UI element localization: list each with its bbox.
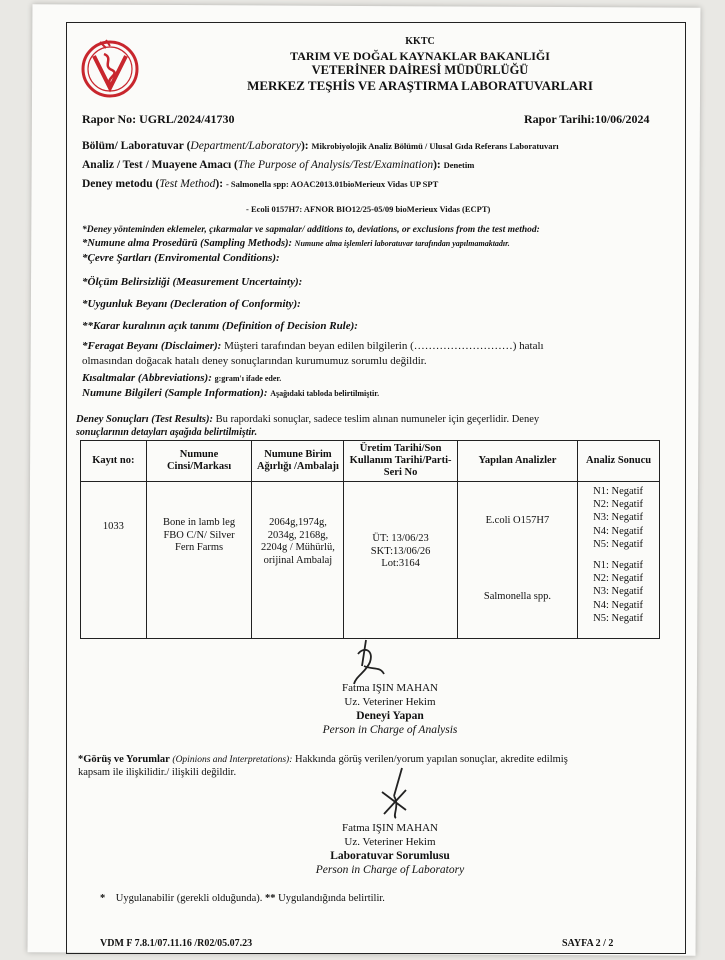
header-cins: Numune Cinsi/Markası <box>146 441 252 482</box>
veterinary-logo-icon <box>80 36 140 98</box>
cell-analizler <box>457 482 577 639</box>
table-row <box>81 482 660 639</box>
opinions-label: *Görüş ve Yorumlar <box>78 754 170 765</box>
cell-kayit <box>81 482 147 639</box>
header-analizler: Yapılan Analizler <box>457 441 577 482</box>
result-ecoli-n3: N3: Negatif <box>593 512 644 524</box>
result-salmonella-n2: N2: Negatif <box>593 573 644 585</box>
opinions-label-en: (Opinions and Interpretations): <box>172 755 293 765</box>
sample-info-label: Numune Bilgileri (Sample Information): <box>82 387 268 399</box>
analysis-salmonella: Salmonella spp. <box>483 591 551 602</box>
results-field <box>76 414 539 425</box>
kayit-value: 1033 <box>102 521 124 532</box>
method-field <box>82 178 438 190</box>
signature-scribble-1 <box>344 636 394 688</box>
result-salmonella-n4: N4: Negatif <box>593 599 644 611</box>
method-close: ): <box>215 178 224 190</box>
sample-info-field <box>82 387 379 399</box>
report-date-label: Rapor Tarihi: <box>524 112 595 126</box>
lot-number: Lot:3164 <box>381 558 420 569</box>
signature1-title: Uz. Veteriner Hekim <box>344 696 436 708</box>
cins-value: Bone in lamb leg FBO C/N/ Silver Fern Farms <box>163 517 236 553</box>
result-salmonella-n1: N1: Negatif <box>593 560 644 572</box>
disclaimer-text-2: olmasından doğacak hatalı deney sonuçlarından kurumumuz sorumlu değildir. <box>82 355 427 367</box>
expiry-date: SKT:13/06/26 <box>370 545 431 557</box>
signature1-role: Deneyi Yapan <box>356 710 424 722</box>
sampling-field <box>82 238 510 249</box>
lab-value: Mikrobiyolojik Analiz Bölümü / Ulusal Gıda Referans Laboratuvarı <box>311 141 559 151</box>
lab-label: Bölüm/ Laboratuvar ( <box>82 140 191 152</box>
header-uretim: Üretim Tarihi/Son Kullanım Tarihi/Parti-Seri No <box>344 441 457 482</box>
method-value-salmonella: - Salmonella spp: AOAC2013.01bioMerieux Vidas UP SPT <box>225 179 439 189</box>
conformity-label: *Uygunluk Beyanı (Decleration of Conformity): <box>82 298 301 310</box>
legend-text-1: Uygulanabilir (gerekli olduğunda). <box>115 893 263 904</box>
results-label: Deney Sonuçları (Test Results): <box>76 414 213 425</box>
purpose-close: ): <box>433 159 441 171</box>
method-label-en: Test Method <box>159 178 216 190</box>
lab-field <box>82 140 559 152</box>
footer-page-number: SAYFA 2 / 2 <box>562 938 614 949</box>
uncertainty-label: *Ölçüm Belirsizliği (Measurement Uncertainty): <box>82 276 303 288</box>
header-agirlik: Numune Birim Ağırlığı /Ambalajı <box>252 441 344 482</box>
signature2-name: Fatma IŞIN MAHAN <box>342 822 438 834</box>
decision-rule-label: **Karar kuralının açık tanımı (Definition of Decision Rule): <box>82 320 358 332</box>
legend <box>100 893 385 904</box>
uretim-date: ÜT: 13/06/23 <box>372 533 429 544</box>
signature2-role-en: Person in Charge of Laboratory <box>315 864 465 876</box>
result-ecoli-n1: N1: Negatif <box>593 486 644 497</box>
analysis-ecoli: E.coli O157H7 <box>485 515 550 526</box>
legend-star-2: ** <box>265 893 276 904</box>
results-table <box>80 440 660 639</box>
header-kayit: Kayıt no: <box>81 441 147 482</box>
agirlik-value: 2064g,1974g, 2034g, 2168g, 2204g / Mühürlü, orijinal Ambalaj <box>261 517 335 566</box>
header-ministry: TARIM VE DOĞAL KAYNAKLAR BAKANLIĞI <box>290 49 550 63</box>
legend-text-2: Uygulandığında belirtilir. <box>278 893 385 904</box>
report-date <box>524 112 649 127</box>
result-ecoli-n2: N2: Negatif <box>593 499 644 511</box>
result-salmonella-n3: N3: Negatif <box>593 586 644 598</box>
opinions-field <box>78 754 568 765</box>
result-ecoli-n5: N5: Negatif <box>593 538 644 550</box>
purpose-label-en: The Purpose of Analysis/Test/Examination <box>237 159 434 171</box>
purpose-value: Denetim <box>443 160 475 170</box>
disclaimer-text-1: Müşteri tarafından beyan edilen bilgilerin (………………………) hatalı <box>224 340 544 352</box>
opinions-text-2: kapsam ile ilişkilidir./ ilişkili değildir. <box>78 767 237 778</box>
disclaimer-label: *Feragat Beyanı (Disclaimer): <box>82 340 222 352</box>
environment-label: *Çevre Şartları (Enviromental Conditions): <box>82 252 280 264</box>
sampling-label: *Numune alma Prosedürü (Sampling Methods): <box>82 238 293 249</box>
header-kktc: KKTC <box>405 36 435 47</box>
table-header-row <box>81 441 660 482</box>
report-number-label: Rapor No: <box>82 112 137 126</box>
results-text-2: sonuçlarının detayları aşağıda belirtilmiştir. <box>76 427 258 438</box>
sample-info-value: Aşağıdaki tabloda belirtilmiştir. <box>270 389 380 398</box>
result-salmonella-n5: N5: Negatif <box>593 612 644 624</box>
cell-cins <box>146 482 252 639</box>
results-text-1: Bu rapordaki sonuçlar, sadece teslim alınan numuneler için geçerlidir. Deney <box>215 414 540 425</box>
signature-scribble-2 <box>372 766 418 820</box>
signature2-title: Uz. Veteriner Hekim <box>344 836 436 848</box>
header-laboratory: MERKEZ TEŞHİS VE ARAŞTIRMA LABORATUVARLARI <box>247 78 593 93</box>
cell-sonuc <box>578 482 660 639</box>
method-label: Deney metodu ( <box>82 178 160 190</box>
abbreviations-value: g:gram'ı ifade eder. <box>214 374 282 383</box>
abbreviations-label: Kısaltmalar (Abbreviations): <box>82 372 212 384</box>
footer-form-code: VDM F 7.8.1/07.11.16 /R02/05.07.23 <box>100 938 253 949</box>
report-number-value: UGRL/2024/41730 <box>139 112 235 126</box>
lab-label-en: Department/Laboratory <box>190 140 301 152</box>
lab-close: ): <box>300 140 309 152</box>
result-ecoli-n4: N4: Negatif <box>593 525 644 537</box>
report-date-value: 10/06/2024 <box>594 112 650 126</box>
method-value-ecoli: - Ecoli 0157H7: AFNOR BIO12/25-05/09 bioMerieux Vidas (ECPT) <box>246 204 491 214</box>
header-directorate: VETERİNER DAİRESİ MÜDÜRLÜĞÜ <box>311 63 529 77</box>
legend-star-1: * <box>100 893 106 904</box>
signature1-role-en: Person in Charge of Analysis <box>322 724 458 736</box>
report-number <box>82 112 234 127</box>
disclaimer-field <box>82 340 544 352</box>
opinions-text-1: Hakkında görüş verilen/yorum yapılan sonuçlar, akredite edilmiş <box>295 754 568 765</box>
cell-agirlik <box>252 482 344 639</box>
header-sonuc: Analiz Sonucu <box>578 441 660 482</box>
sampling-value: Numune alma işlemleri laboratuvar tarafından yapılmamaktadır. <box>294 239 510 248</box>
cell-uretim <box>344 482 457 639</box>
abbreviations-field <box>82 372 281 384</box>
signature2-role: Laboratuvar Sorumlusu <box>330 850 450 862</box>
deviations-label: *Deney yönteminden eklemeler, çıkarmalar ve sapmalar/ additions to, deviations, or exclusions from the test method: <box>82 225 540 235</box>
purpose-field <box>82 159 474 171</box>
signature1-name: Fatma IŞIN MAHAN <box>342 682 438 694</box>
purpose-label: Analiz / Test / Muayene Amacı ( <box>82 159 238 171</box>
